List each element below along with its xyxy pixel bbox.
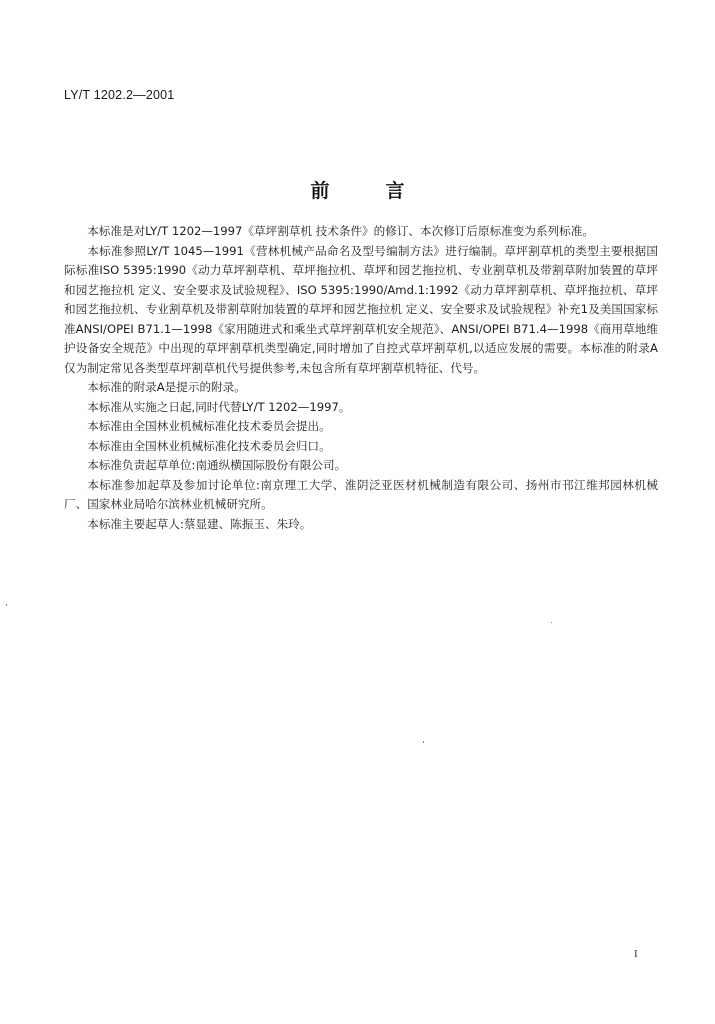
scan-speck (6, 604, 7, 606)
paragraph-revision: 本标准是对LY/T 1202—1997《草坪割草机 技术条件》的修订、本次修订后原标准变为系列标准。 (87, 224, 594, 238)
paragraph-administered-by: 本标准由全国林业机械标准化技术委员会归口。 (87, 438, 331, 453)
title-char-1: 前 (310, 180, 330, 202)
paragraph-proposed-by: 本标准由全国林业机械标准化技术委员会提出。 (87, 419, 331, 433)
scan-speck (423, 741, 424, 743)
paragraph-references: 本标准参照LY/T 1045—1991《营林机械产品命名及型号编制方法》进行编制。草坪割草机的类型主要根据国际标准ISO 5395:1990《动力草坪割草机、草坪拖拉机、草坪和园艺拖拉机、专业割草机及带割草附加装置的草坪和园艺拖拉机 定义、安全要求及试验规程》、ISO 5395:1990/Amd.1:1992《动力草坪割草机、草坪拖拉机、草坪和园艺拖拉机、专业割草机及带割草附加装置的草坪和园艺拖拉机 定义、安全要求及试验规程》补充1及美国国家标准ANSI/OPEI B71.1—1998《家用随进式和乘坐式草坪割草机安全规范》、ANSI/OPEI B71.4—1998《商用草地维护设备安全规范》中出现的草坪割草机类型确定,同时增加了自控式草坪割草机,以适应发展的需要。本标准的附录A仅为制定常见各类型草坪割草机代号提供参考,未包含所有草坪割草机特征、代号。 (64, 243, 658, 375)
paragraph-replacement: 本标准从实施之日起,同时代替LY/T 1202—1997。 (87, 399, 351, 414)
paragraph-drafters: 本标准主要起草人:蔡显建、陈振玉、朱玲。 (87, 516, 312, 531)
scan-speck (551, 622, 552, 623)
paragraph-participating-units: 本标准参加起草及参加讨论单位:南京理工大学、淮阴泛亚医材机械制造有限公司、扬州市邗江维邦园林机械厂、国家林业局哈尔滨林业机械研究所。 (64, 477, 658, 511)
page-number: I (634, 948, 638, 960)
paragraph-drafting-unit: 本标准负责起草单位:南通纵横国际股份有限公司。 (87, 458, 347, 472)
title-char-2: 言 (385, 180, 405, 202)
standard-code: LY/T 1202.2—2001 (64, 88, 175, 102)
section-title (0, 176, 715, 203)
paragraph-appendix: 本标准的附录A是提示的附录。 (87, 380, 246, 394)
foreword-body (64, 222, 658, 534)
